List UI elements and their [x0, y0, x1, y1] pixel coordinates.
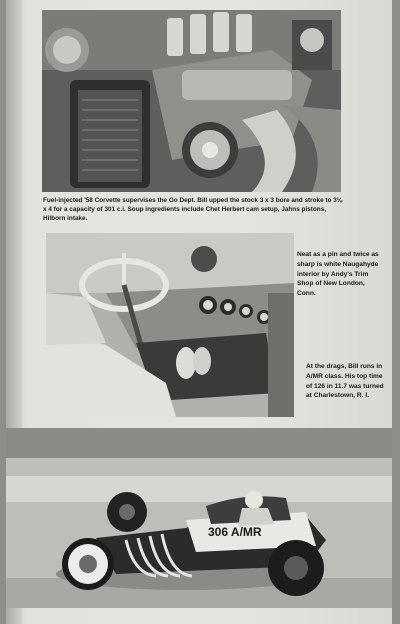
- interior-photo: [46, 233, 294, 417]
- interior-caption: Neat as a pin and twice as sharp is white Naugahyde interior by Andy's Trim Shop of New London, Conn.: [297, 251, 379, 298]
- car-number-text: 306 A/MR: [208, 525, 262, 539]
- magazine-page: [6, 0, 392, 624]
- drags-caption: At the drags, Bill runs in A/MR class. His top time of 126 in 11.7 was turned at Charlestown, R. I.: [306, 363, 384, 400]
- engine-caption: Fuel-injected '58 Corvette supervises the Go Dept. Bill upped the stock 3 x 3 bore and stroke to 3⅛ x 4 for a capacity of 301 c.i. Soup ingredients include Chet Herbert cam setup, Jahns pistons, Hilborn intake.: [43, 197, 343, 222]
- drag-strip-photo: [6, 428, 392, 608]
- engine-photo: [42, 10, 341, 192]
